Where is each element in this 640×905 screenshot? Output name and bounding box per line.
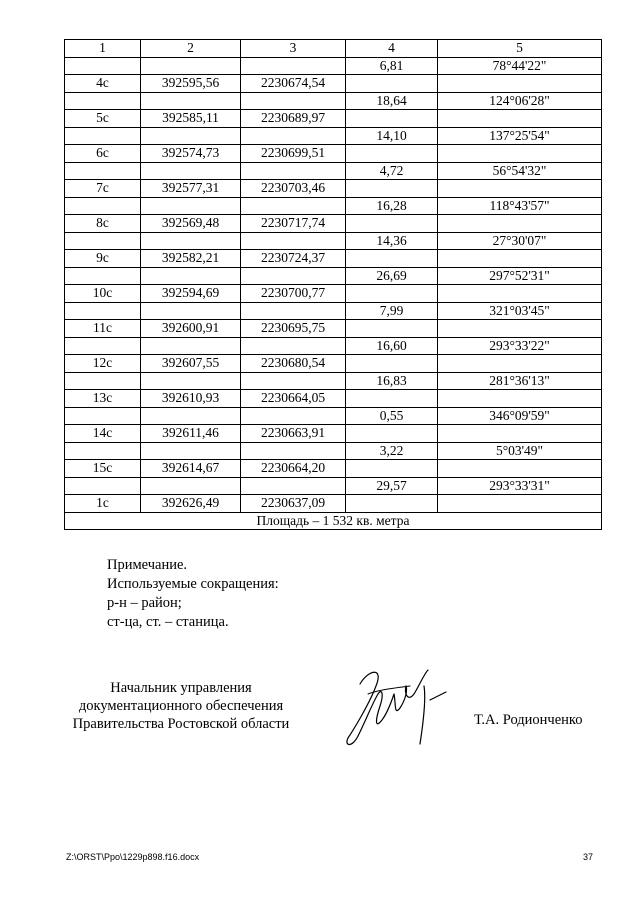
table-cell-col3: 2230699,51: [241, 145, 346, 163]
note-line: р-н – район;: [107, 595, 182, 611]
table-cell-col5: 124°06'28": [438, 92, 602, 110]
table-cell-col2: 392577,31: [141, 180, 241, 198]
table-cell-col2: 392574,73: [141, 145, 241, 163]
table-cell-col1: [65, 372, 141, 390]
table-cell-col3: 2230637,09: [241, 495, 346, 513]
table-cell-col3: 2230674,54: [241, 75, 346, 93]
handwritten-signature: [338, 664, 452, 750]
table-cell-col5: 321°03'45": [438, 302, 602, 320]
note-block: [107, 556, 279, 632]
header-cell-5: 5: [438, 40, 602, 58]
table-cell-col2: 392614,67: [141, 460, 241, 478]
signer-position: [66, 679, 296, 733]
table-cell-col3: 2230664,05: [241, 390, 346, 408]
table-cell-col4: 4,72: [346, 162, 438, 180]
table-cell-col2: 392607,55: [141, 355, 241, 373]
table-cell-col4: [346, 390, 438, 408]
table-cell-col5: 281°36'13": [438, 372, 602, 390]
table-cell-col1: [65, 302, 141, 320]
table-cell-col5: 5°03'49": [438, 442, 602, 460]
table-cell-col4: [346, 320, 438, 338]
table-cell-col5: [438, 285, 602, 303]
table-cell-col2: 392569,48: [141, 215, 241, 233]
table-cell-col5: 346°09'59": [438, 407, 602, 425]
table-row: [65, 162, 602, 180]
coordinates-table-body: [65, 40, 602, 530]
table-cell-col5: [438, 390, 602, 408]
table-cell-col2: 392585,11: [141, 110, 241, 128]
table-cell-col1: 8с: [65, 215, 141, 233]
table-cell-col4: 14,36: [346, 232, 438, 250]
table-cell-col4: 7,99: [346, 302, 438, 320]
table-row: [65, 215, 602, 233]
note-title: Примечание.: [107, 557, 188, 573]
table-cell-col3: [241, 477, 346, 495]
table-row: [65, 355, 602, 373]
table-cell-col4: [346, 110, 438, 128]
footer-file-path: Z:\ORST\Ppo\1229p898.f16.docx: [66, 852, 200, 862]
table-cell-col3: [241, 372, 346, 390]
table-cell-col2: [141, 232, 241, 250]
table-cell-col2: [141, 302, 241, 320]
table-cell-col2: [141, 162, 241, 180]
table-cell-col3: [241, 407, 346, 425]
note-line: Используемые сокращения:: [107, 576, 279, 592]
table-cell-col5: [438, 460, 602, 478]
table-row: [65, 127, 602, 145]
table-cell-col3: [241, 197, 346, 215]
table-cell-col4: 3,22: [346, 442, 438, 460]
table-cell-col1: [65, 162, 141, 180]
table-cell-col2: 392594,69: [141, 285, 241, 303]
table-cell-col1: [65, 337, 141, 355]
page-number: 37: [583, 852, 594, 862]
table-cell-col3: [241, 127, 346, 145]
signer-name: Т.А. Родионченко: [474, 712, 583, 728]
table-cell-col3: 2230703,46: [241, 180, 346, 198]
table-cell-col2: [141, 372, 241, 390]
table-cell-col3: [241, 57, 346, 75]
table-cell-col5: [438, 355, 602, 373]
table-row: [65, 425, 602, 443]
table-cell-col5: [438, 250, 602, 268]
table-cell-col3: 2230695,75: [241, 320, 346, 338]
table-cell-col4: 29,57: [346, 477, 438, 495]
table-header-row: [65, 40, 602, 58]
table-cell-col2: [141, 197, 241, 215]
table-cell-col4: [346, 180, 438, 198]
table-cell-col5: 27°30'07": [438, 232, 602, 250]
table-cell-col5: [438, 425, 602, 443]
table-row: [65, 145, 602, 163]
table-cell-col5: [438, 495, 602, 513]
table-cell-col2: [141, 477, 241, 495]
table-cell-col1: [65, 92, 141, 110]
table-cell-col4: 0,55: [346, 407, 438, 425]
table-row: [65, 267, 602, 285]
table-cell-col2: 392626,49: [141, 495, 241, 513]
table-cell-col5: [438, 180, 602, 198]
table-cell-col4: [346, 425, 438, 443]
table-cell-col1: [65, 57, 141, 75]
table-cell-col4: 18,64: [346, 92, 438, 110]
table-cell-col2: [141, 337, 241, 355]
table-cell-col1: 5с: [65, 110, 141, 128]
table-cell-col2: [141, 267, 241, 285]
header-cell-3: 3: [241, 40, 346, 58]
table-cell-col1: 10с: [65, 285, 141, 303]
table-cell-col3: 2230689,97: [241, 110, 346, 128]
table-cell-col1: 7с: [65, 180, 141, 198]
table-cell-col3: [241, 267, 346, 285]
table-cell-col1: 9с: [65, 250, 141, 268]
table-cell-col5: [438, 320, 602, 338]
header-cell-4: 4: [346, 40, 438, 58]
table-cell-col1: 12с: [65, 355, 141, 373]
table-row: [65, 390, 602, 408]
table-cell-col1: 14с: [65, 425, 141, 443]
table-cell-col5: 293°33'31": [438, 477, 602, 495]
table-cell-col4: 6,81: [346, 57, 438, 75]
table-cell-col1: 13с: [65, 390, 141, 408]
table-cell-col5: [438, 215, 602, 233]
table-cell-col3: 2230724,37: [241, 250, 346, 268]
table-cell-col1: [65, 232, 141, 250]
table-cell-col3: [241, 442, 346, 460]
table-cell-col5: [438, 145, 602, 163]
table-cell-col1: 1с: [65, 495, 141, 513]
area-row: [65, 512, 602, 530]
table-cell-col5: 56°54'32": [438, 162, 602, 180]
table-row: [65, 285, 602, 303]
table-cell-col2: [141, 92, 241, 110]
table-cell-col2: 392582,21: [141, 250, 241, 268]
table-cell-col1: [65, 127, 141, 145]
table-cell-col5: 297°52'31": [438, 267, 602, 285]
table-cell-col3: [241, 302, 346, 320]
note-line: ст-ца, ст. – станица.: [107, 614, 229, 630]
table-cell-col4: 16,83: [346, 372, 438, 390]
header-cell-1: 1: [65, 40, 141, 58]
table-cell-col2: [141, 407, 241, 425]
table-row: [65, 460, 602, 478]
table-cell-col4: 16,60: [346, 337, 438, 355]
coordinates-table: [64, 39, 602, 530]
table-cell-col4: [346, 215, 438, 233]
table-cell-col3: [241, 162, 346, 180]
table-cell-col2: [141, 442, 241, 460]
table-cell-col4: 14,10: [346, 127, 438, 145]
table-cell-col4: [346, 355, 438, 373]
table-cell-col2: 392610,93: [141, 390, 241, 408]
table-cell-col4: [346, 145, 438, 163]
table-row: [65, 57, 602, 75]
table-cell-col1: 6с: [65, 145, 141, 163]
table-cell-col4: [346, 75, 438, 93]
table-cell-col3: 2230680,54: [241, 355, 346, 373]
table-cell-col1: [65, 442, 141, 460]
table-cell-col3: [241, 337, 346, 355]
table-cell-col3: 2230664,20: [241, 460, 346, 478]
signer-position-line: Начальник управления: [110, 680, 252, 696]
table-cell-col5: 118°43'57": [438, 197, 602, 215]
table-cell-col5: 137°25'54": [438, 127, 602, 145]
table-row: [65, 302, 602, 320]
table-cell-col1: [65, 407, 141, 425]
table-cell-col3: [241, 92, 346, 110]
signer-position-line: документационного обеспечения: [78, 698, 284, 714]
table-cell-col2: 392600,91: [141, 320, 241, 338]
table-cell-col4: [346, 285, 438, 303]
table-cell-col1: [65, 197, 141, 215]
table-cell-col5: [438, 110, 602, 128]
table-cell-col4: 26,69: [346, 267, 438, 285]
table-row: [65, 197, 602, 215]
table-cell-col4: 16,28: [346, 197, 438, 215]
table-cell-col4: [346, 250, 438, 268]
table-cell-col3: 2230717,74: [241, 215, 346, 233]
signer-position-line: Правительства Ростовской области: [72, 716, 290, 732]
table-row: [65, 110, 602, 128]
table-row: [65, 320, 602, 338]
table-cell-col1: [65, 267, 141, 285]
table-cell-col1: 4с: [65, 75, 141, 93]
table-row: [65, 250, 602, 268]
table-cell-col2: [141, 127, 241, 145]
table-cell-col2: 392611,46: [141, 425, 241, 443]
table-row: [65, 180, 602, 198]
table-cell-col3: 2230700,77: [241, 285, 346, 303]
table-row: [65, 372, 602, 390]
table-cell-col1: 11с: [65, 320, 141, 338]
table-cell-col3: [241, 232, 346, 250]
table-cell-col5: [438, 75, 602, 93]
table-cell-col4: [346, 460, 438, 478]
table-row: [65, 477, 602, 495]
table-cell-col2: 392595,56: [141, 75, 241, 93]
table-row: [65, 92, 602, 110]
table-cell-col1: 15с: [65, 460, 141, 478]
table-row: [65, 495, 602, 513]
table-row: [65, 442, 602, 460]
table-cell-col4: [346, 495, 438, 513]
table-row: [65, 75, 602, 93]
table-row: [65, 337, 602, 355]
table-cell-col5: 293°33'22": [438, 337, 602, 355]
area-total: Площадь – 1 532 кв. метра: [65, 512, 602, 530]
table-row: [65, 407, 602, 425]
table-cell-col3: 2230663,91: [241, 425, 346, 443]
table-cell-col2: [141, 57, 241, 75]
table-row: [65, 232, 602, 250]
table-cell-col5: 78°44'22": [438, 57, 602, 75]
table-cell-col1: [65, 477, 141, 495]
header-cell-2: 2: [141, 40, 241, 58]
